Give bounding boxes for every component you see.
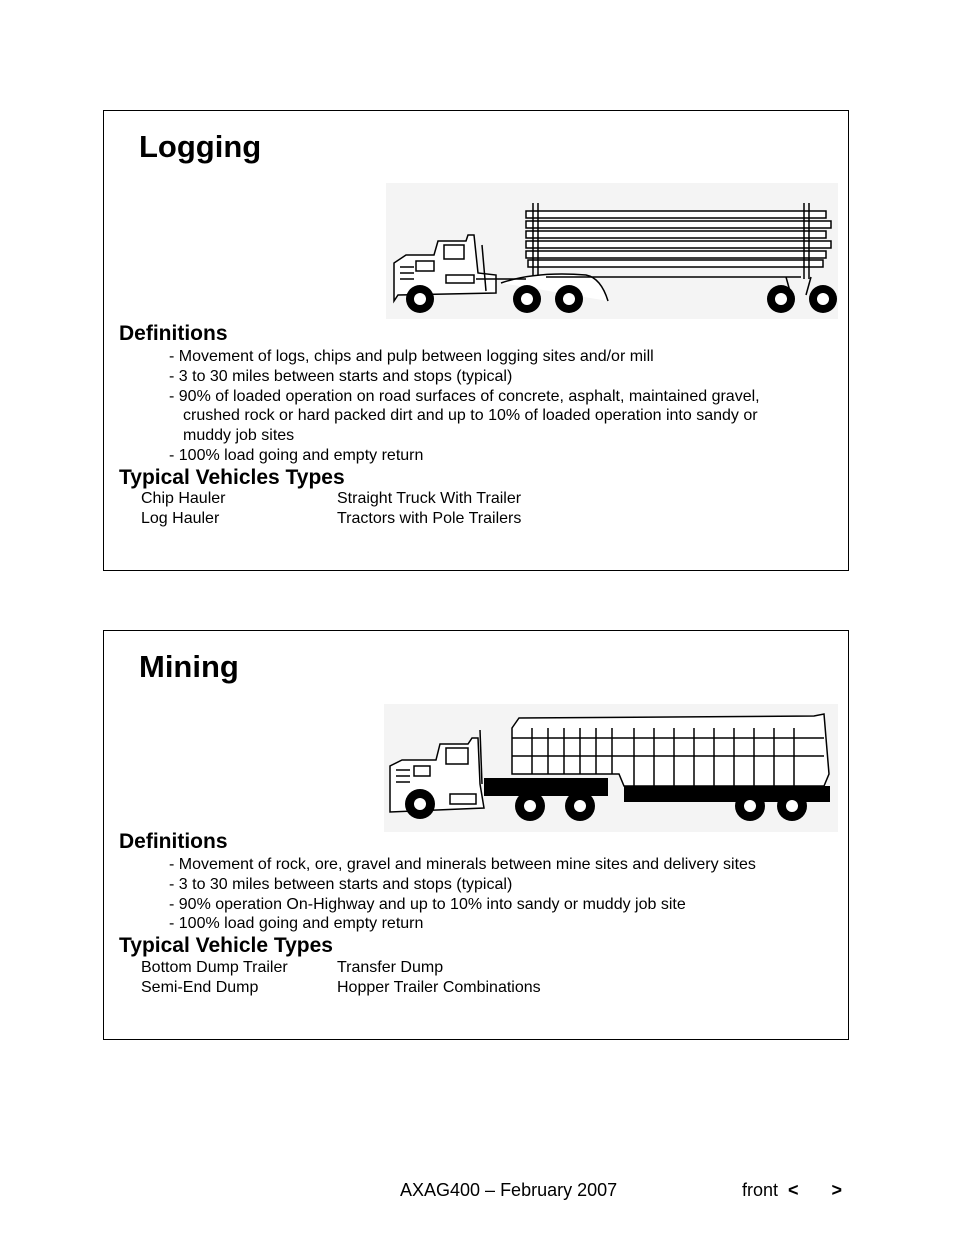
- vehicle-type: Log Hauler: [141, 510, 220, 527]
- list-item: - 100% load going and empty return: [169, 915, 424, 933]
- vehicle-description: Transfer Dump: [337, 959, 444, 976]
- logging-vehicles-heading: Typical Vehicles Types: [119, 466, 345, 489]
- dump-truck-icon: [384, 704, 838, 832]
- list-item: - 90% of loaded operation on road surfaces of concrete, asphalt, maintained gravel,: [169, 387, 760, 405]
- list-item: - Movement of rock, ore, gravel and minerals between mine sites and delivery sites: [169, 856, 756, 873]
- table-row: [141, 978, 541, 998]
- table-row: [141, 509, 521, 529]
- previous-page-button[interactable]: <: [788, 1180, 799, 1200]
- next-page-button[interactable]: >: [831, 1180, 843, 1200]
- table-row: [141, 958, 541, 978]
- list-item: - Movement of logs, chips and pulp between logging sites and/or mill: [169, 348, 654, 365]
- logging-definitions-list: [169, 347, 760, 466]
- mining-card: [103, 630, 849, 1040]
- mining-title: Mining: [139, 649, 239, 684]
- vehicle-description: Tractors with Pole Trailers: [337, 510, 522, 527]
- list-item: crushed rock or hard packed dirt and up to 10% of loaded operation into sandy or: [183, 407, 758, 425]
- list-item: - 90% operation On-Highway and up to 10% into sandy or muddy job site: [169, 895, 686, 913]
- mining-vehicles-table: [141, 958, 541, 998]
- vehicle-type: Chip Hauler: [141, 490, 226, 507]
- footer-document-id: AXAG400 – February 2007: [400, 1180, 618, 1200]
- list-item: - 3 to 30 miles between starts and stops (typical): [169, 367, 513, 385]
- mining-vehicles-heading: Typical Vehicle Types: [119, 934, 333, 957]
- log-truck-icon: [386, 183, 838, 319]
- vehicle-type: Bottom Dump Trailer: [141, 959, 288, 976]
- logging-definitions-heading: Definitions: [119, 322, 228, 345]
- logging-vehicles-table: [141, 489, 521, 529]
- logging-card: [103, 110, 849, 571]
- front-link[interactable]: front: [742, 1180, 779, 1200]
- footer-navigation: [742, 1179, 842, 1201]
- list-item: - 3 to 30 miles between starts and stops (typical): [169, 875, 513, 893]
- list-item: - 100% load going and empty return: [169, 446, 424, 464]
- vehicle-description: Straight Truck With Trailer: [337, 490, 522, 507]
- list-item: muddy job sites: [183, 427, 295, 445]
- mining-definitions-heading: Definitions: [119, 830, 228, 853]
- vehicle-type: Semi-End Dump: [141, 979, 259, 996]
- table-row: [141, 489, 521, 509]
- logging-title: Logging: [139, 129, 262, 164]
- mining-definitions-list: [169, 855, 756, 934]
- vehicle-description: Hopper Trailer Combinations: [337, 979, 541, 996]
